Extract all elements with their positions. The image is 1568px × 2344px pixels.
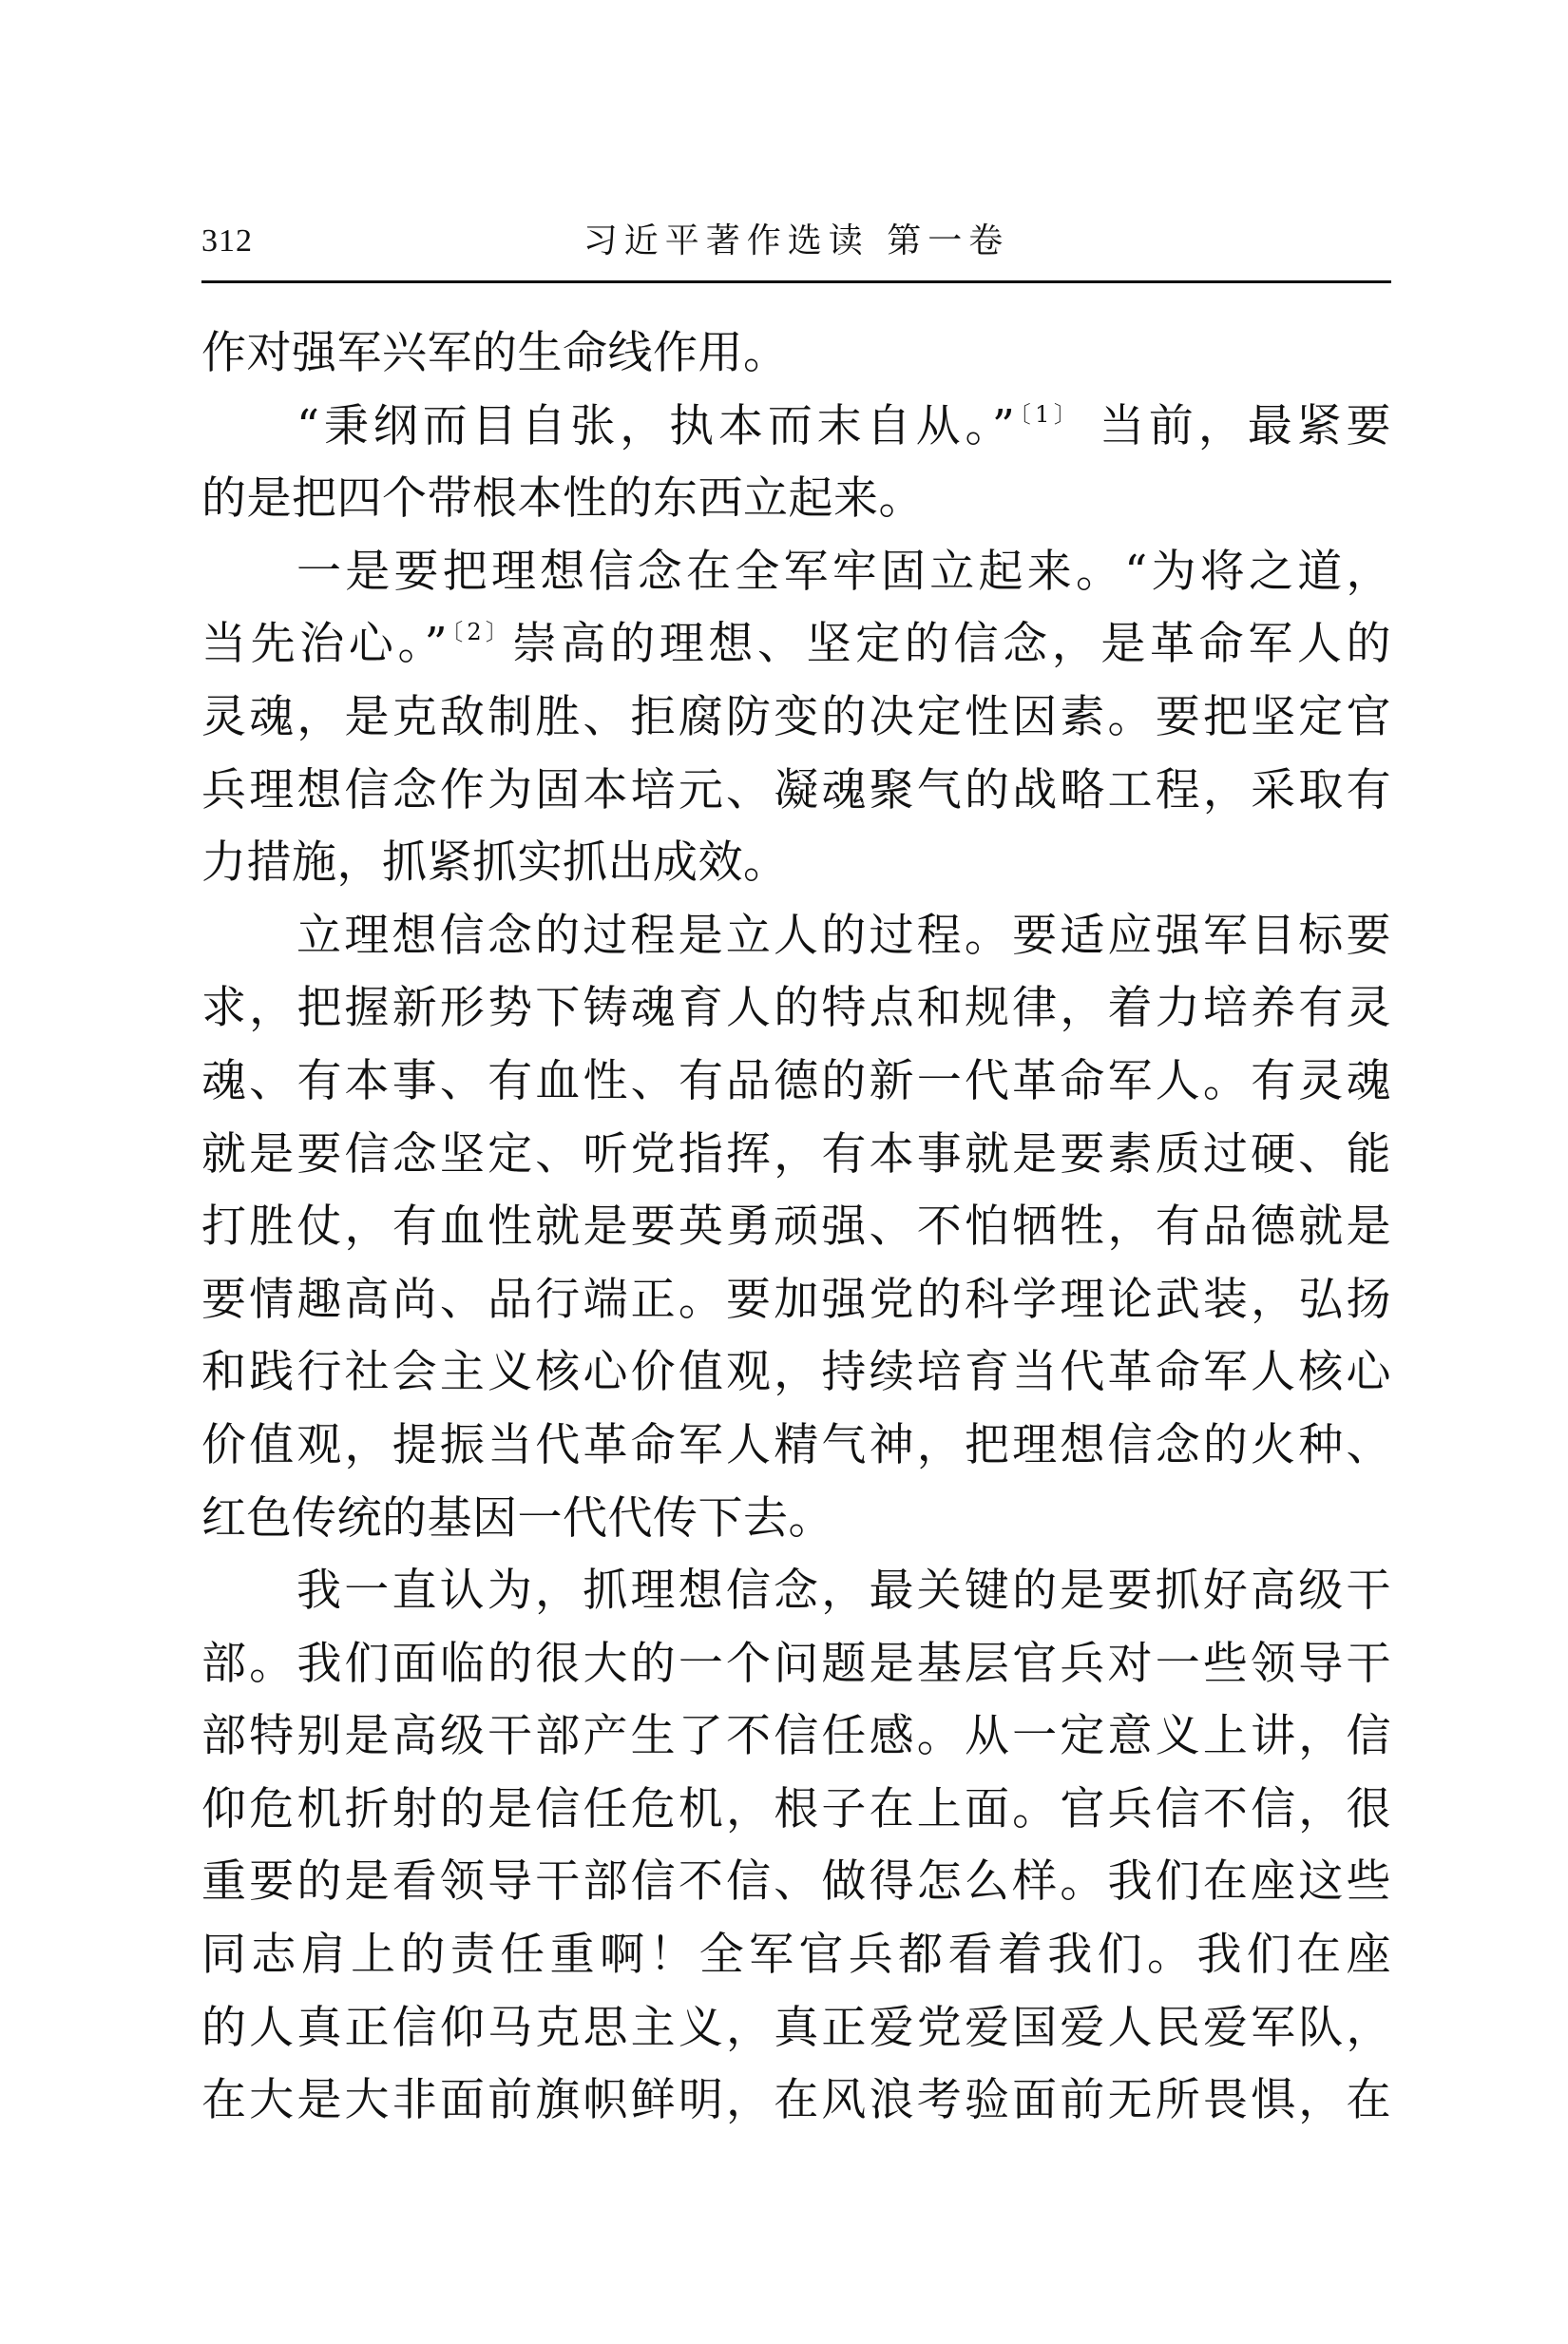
page-header [201, 215, 1391, 268]
text-line: 重要的是看领导干部信不信、做得怎么样。我们在座这些 [201, 1855, 1391, 1909]
text-line: 部特别是高级干部产生了不信任感。从一定意义上讲，信 [201, 1710, 1391, 1763]
text-line: “秉纲而目自张，执本而末自从。”$^{〔1〕}$ 当前，最紧要 [296, 399, 1391, 452]
text-line: 价值观，提振当代革命军人精气神，把理想信念的火种、 [201, 1418, 1391, 1471]
text-line: 要情趣高尚、品行端正。要加强党的科学理论武装，弘扬 [201, 1273, 1391, 1326]
text-line: 求，把握新形势下铸魂育人的特点和规律，着力培养有灵 [201, 982, 1391, 1035]
text-line: 力措施，抓紧抓实抓出成效。 [201, 836, 789, 890]
footnote-marker: 〔1〕 [1015, 400, 1081, 428]
running-title: 习近平著作选读 第一卷 [583, 221, 1010, 260]
text-line: 和践行社会主义核心价值观，持续培育当代革命军人核心 [201, 1346, 1391, 1399]
text-line: 作对强军兴军的生命线作用。 [201, 327, 789, 379]
text-line: 打胜仗，有血性就是要英勇顽强、不怕牺牲，有品德就是 [201, 1201, 1391, 1254]
text-line: 魂、有本事、有血性、有品德的新一代革命军人。有灵魂 [201, 1054, 1391, 1107]
text-line: 立理想信念的过程是立人的过程。要适应强军目标要 [296, 909, 1391, 962]
page-number: 312 [201, 223, 253, 259]
text-line: 同志肩上的责任重啊！全军官兵都看着我们。我们在座 [201, 1929, 1391, 1982]
text-line: 的人真正信仰马克思主义，真正爱党爱国爱人民爱军队， [201, 2001, 1391, 2054]
text-line: 一是要把理想信念在全军牢固立起来。“为将之道， [296, 545, 1391, 598]
header-rule [201, 280, 1391, 283]
text-line: 部。我们面临的很大的一个问题是基层官兵对一些领导干 [201, 1637, 1391, 1690]
text-line: 红色传统的基因一代代传下去。 [201, 1491, 833, 1545]
text-line: 灵魂，是克敌制胜、拒腐防变的决定性因素。要把坚定官 [201, 690, 1391, 743]
body-text [201, 317, 1391, 2138]
text-line: 就是要信念坚定、听党指挥，有本事就是要素质过硬、能 [201, 1127, 1391, 1181]
footnote-marker: 〔2〕 [448, 619, 512, 646]
text-line: 的是把四个带根本性的东西立起来。 [201, 472, 924, 526]
text-line: 当先治心。”$^{〔2〕}$崇高的理想、坚定的信念，是革命军人的 [201, 618, 1391, 671]
text-line: 我一直认为，抓理想信念，最关键的是要抓好高级干 [296, 1565, 1391, 1618]
text-line: 仰危机折射的是信任危机，根子在上面。官兵信不信，很 [201, 1782, 1391, 1835]
text-line: 兵理想信念作为固本培元、凝魂聚气的战略工程，采取有 [201, 763, 1391, 817]
text-line: 在大是大非面前旗帜鲜明，在风浪考验面前无所畏惧，在 [201, 2074, 1391, 2127]
